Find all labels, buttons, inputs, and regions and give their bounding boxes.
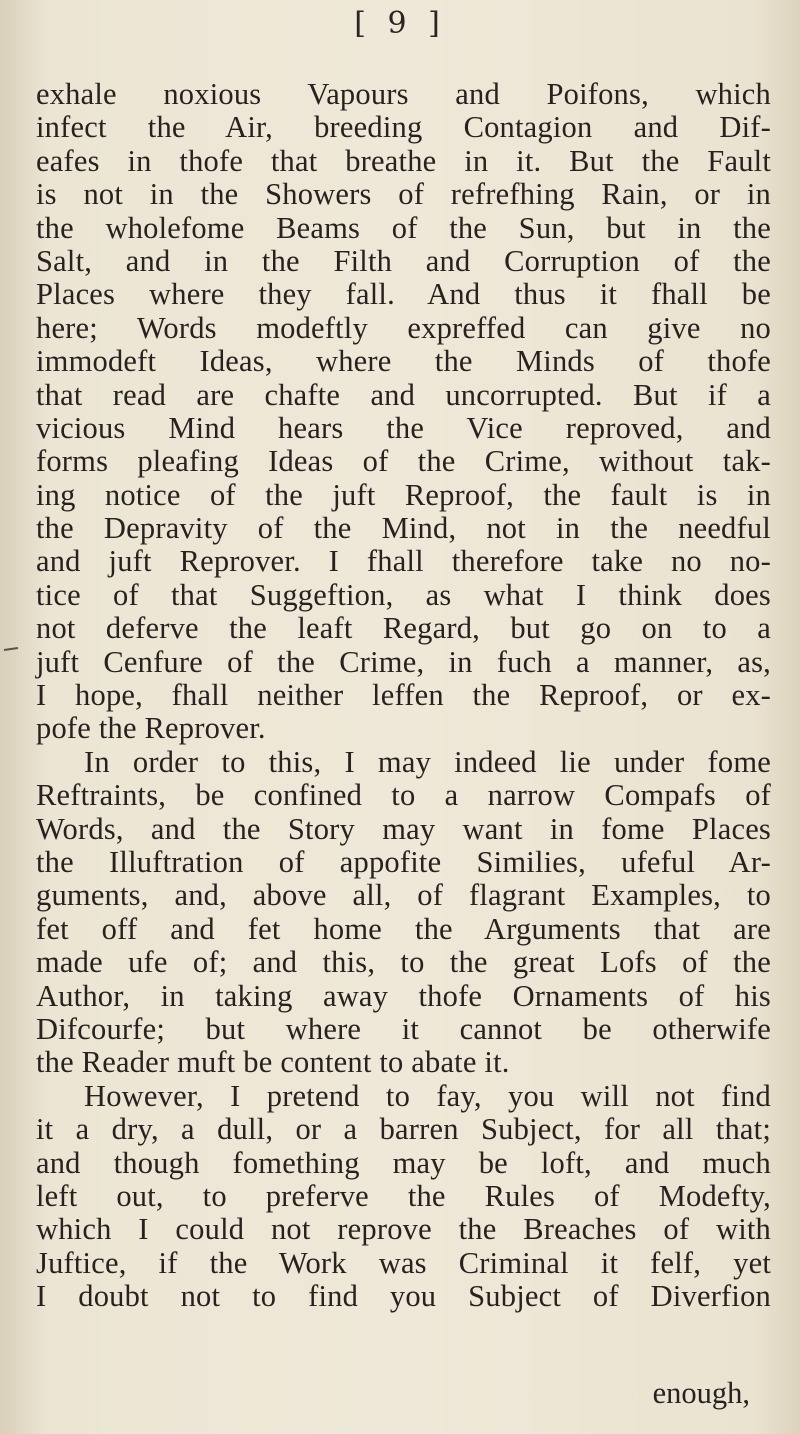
page-number: [ 9 ]: [354, 6, 446, 41]
text-line: Salt, and in the Filth and Corruption of the: [36, 243, 771, 278]
text-line: the wholefome Beams of the Sun, but in the: [36, 210, 771, 245]
text-line: here; Words modeftly expreffed can give no: [36, 310, 771, 345]
text-line: infect the Air, breeding Contagion and Dif-: [36, 110, 771, 145]
text-line: left out, to preferve the Rules of Modefty,: [36, 1178, 771, 1213]
text-line: it a dry, a dull, or a barren Subject, for all that;: [36, 1112, 771, 1147]
text-line: pofe the Reprover.: [36, 711, 266, 746]
text-line: the Reader muft be content to abate it.: [36, 1045, 510, 1080]
text-line: juft Cenfure of the Crime, in fuch a manner, as,: [36, 644, 771, 679]
text-line: exhale noxious Vapours and Poifons, which: [36, 77, 771, 111]
text-line: Reftraints, be confined to a narrow Compafs of: [36, 778, 771, 813]
text-line: I doubt not to find you Subject of Diverfion: [36, 1279, 771, 1314]
text-line: fet off and fet home the Arguments that are: [36, 911, 771, 946]
text-line: Juftice, if the Work was Criminal it felf, yet: [36, 1245, 771, 1280]
text-line: which I could not reprove the Breaches of with: [36, 1212, 771, 1247]
text-line: I hope, fhall neither leffen the Reproof, or ex-: [36, 678, 771, 713]
text-line: In order to this, I may indeed lie under fome: [84, 744, 771, 779]
text-line: and juft Reprover. I fhall therefore take no no-: [36, 544, 771, 579]
text-line: eafes in thofe that breathe in it. But the Fault: [36, 143, 771, 178]
text-line: and though fomething may be loft, and much: [36, 1145, 771, 1180]
text-line: made ufe of; and this, to the great Lofs of the: [36, 945, 771, 980]
text-line: Difcourfe; but where it cannot be otherwife: [36, 1011, 771, 1046]
text-line: that read are chafte and uncorrupted. But if a: [36, 377, 771, 412]
text-line: tice of that Suggeftion, as what I think does: [36, 577, 771, 612]
text-line: Words, and the Story may want in fome Places: [36, 811, 771, 846]
text-line: is not in the Showers of refrefhing Rain, or in: [36, 177, 771, 212]
text-line: However, I pretend to fay, you will not find: [84, 1078, 771, 1113]
text-line: immodeft Ideas, where the Minds of thofe: [36, 344, 771, 379]
text-line: forms pleafing Ideas of the Crime, without tak-: [36, 444, 771, 479]
margin-mark: [4, 647, 18, 651]
text-line: the Depravity of the Mind, not in the needful: [36, 511, 771, 546]
body-text: [36, 78, 771, 1313]
text-line: guments, and, above all, of flagrant Examples, to: [36, 878, 771, 913]
text-line: the Illuftration of appofite Similies, ufeful Ar-: [36, 844, 771, 879]
text-line: vicious Mind hears the Vice reproved, and: [36, 410, 771, 445]
text-line: Author, in taking away thofe Ornaments of his: [36, 978, 771, 1013]
text-line: ing notice of the juft Reproof, the fault is in: [36, 477, 771, 512]
text-line: Places where they fall. And thus it fhall be: [36, 277, 771, 312]
catchword: enough,: [652, 1376, 750, 1410]
text-line: not deferve the leaft Regard, but go on to a: [36, 611, 771, 646]
